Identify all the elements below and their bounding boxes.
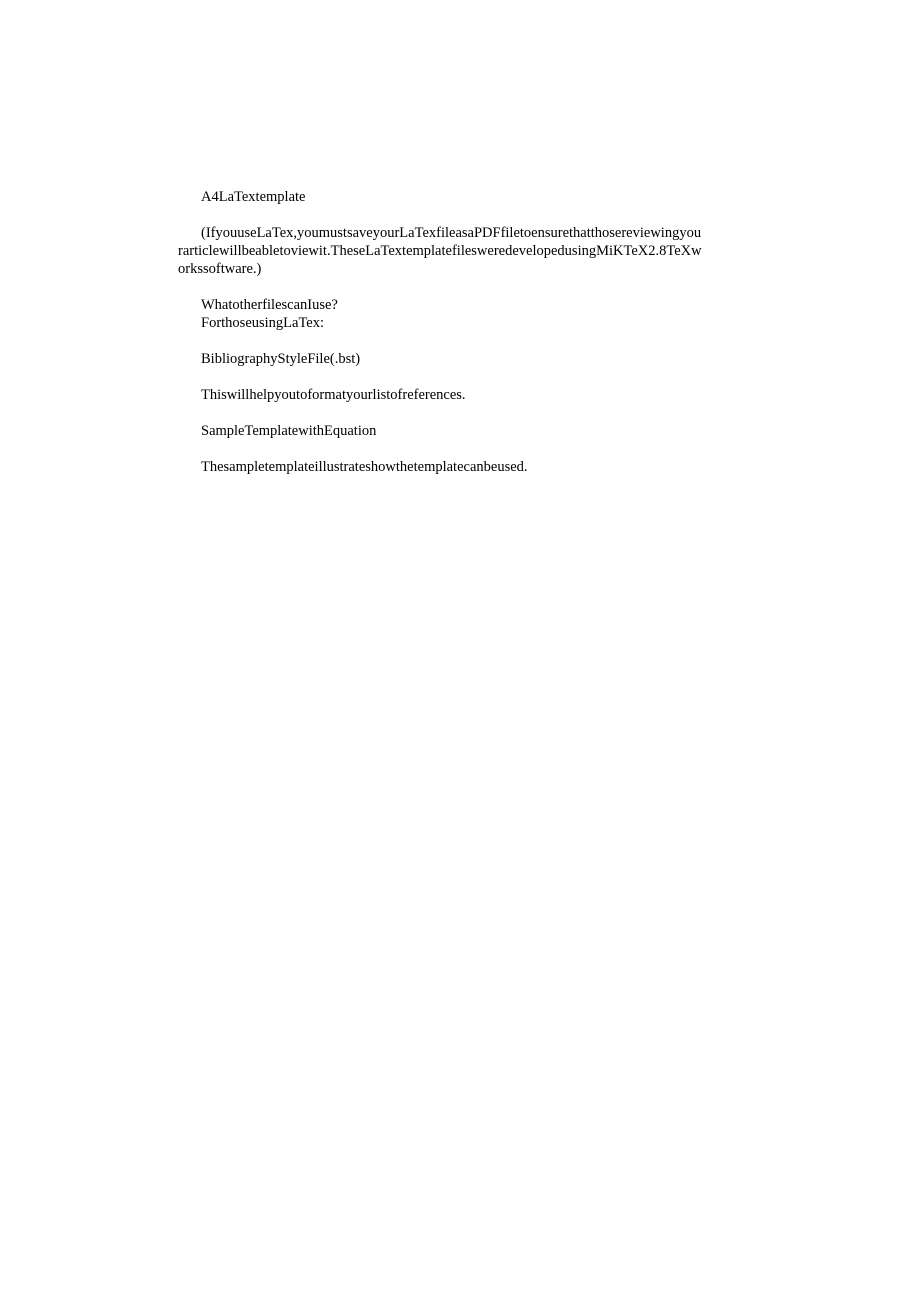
sample-template-description: Thesampletemplateillustrateshowthetemplatecanbeused. — [201, 459, 528, 475]
document-title: A4LaTextemplate — [201, 189, 306, 205]
sample-template-heading: SampleTemplatewithEquation — [201, 423, 377, 439]
intro-line-3: orkssoftware.) — [178, 261, 262, 277]
bst-heading: BibliographyStyleFile(.bst) — [201, 351, 361, 367]
intro-paragraph — [178, 224, 748, 278]
other-files-question: WhatotherfilescanIuse? — [201, 297, 338, 313]
bst-description: Thiswillhelpyoutoformatyourlistofreferences. — [201, 387, 466, 403]
intro-line-1: (IfyouuseLaTex,youmustsaveyourLaTexfileasaPDFfiletoensurethatthosereviewingyou — [201, 225, 702, 241]
document-body — [178, 188, 748, 494]
other-files-section — [178, 296, 748, 332]
for-latex-users-label: ForthoseusingLaTex: — [201, 315, 325, 331]
intro-line-2: rarticlewillbeabletoviewit.TheseLaTextemplatefilesweredevelopedusingMiKTeX2.8TeXw — [178, 243, 702, 259]
